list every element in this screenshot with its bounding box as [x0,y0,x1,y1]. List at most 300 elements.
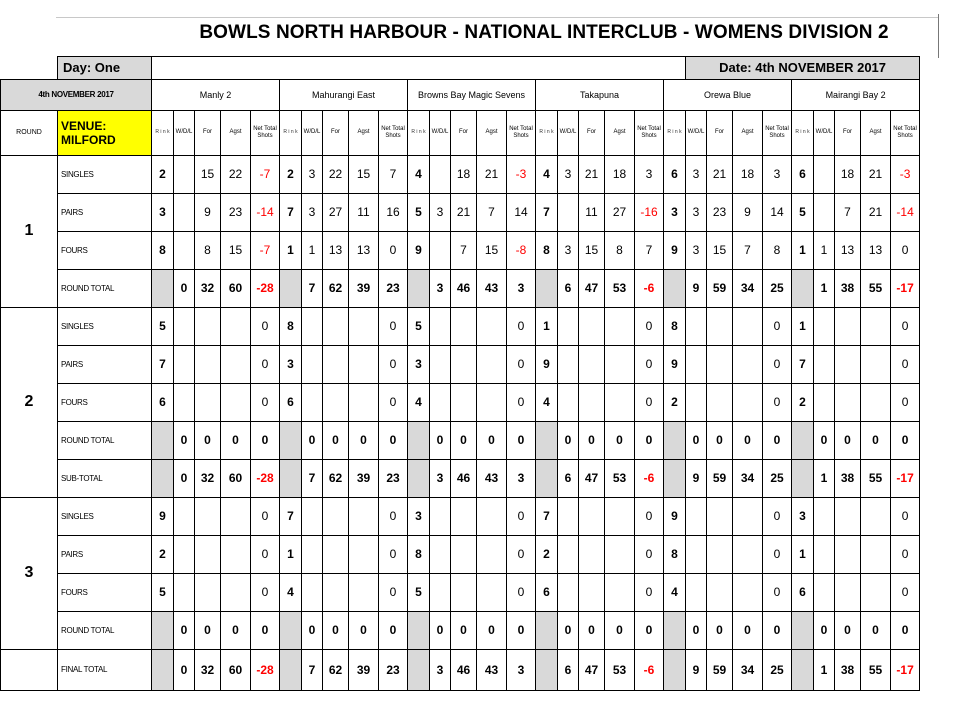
wdl-cell: 3 [686,155,707,193]
net-cell: 25 [763,649,792,690]
for-cell: 47 [579,649,605,690]
agst-cell [733,345,763,383]
for-cell [451,535,477,573]
agst-cell: 0 [733,611,763,649]
for-cell [323,497,349,535]
wdl-cell [174,573,195,611]
rink-cell [792,459,814,497]
agst-cell: 21 [861,155,891,193]
agst-cell: 39 [349,269,379,307]
rink-cell: 8 [408,535,430,573]
agst-cell [349,345,379,383]
rink-cell: 5 [408,307,430,345]
wdl-cell: 7 [302,269,323,307]
rink-cell: 6 [792,155,814,193]
net-cell: 0 [507,535,536,573]
for-cell: 47 [579,269,605,307]
agst-cell [477,307,507,345]
agst-cell: 60 [221,459,251,497]
for-cell: 47 [579,459,605,497]
agst-cell: 0 [733,421,763,459]
net-cell: 0 [635,345,664,383]
agst-cell: 9 [733,193,763,231]
wdl-cell [174,155,195,193]
wdl-cell [302,345,323,383]
net-cell: 0 [251,383,280,421]
for-cell: 46 [451,269,477,307]
net-cell: 0 [251,345,280,383]
for-header: For [579,110,605,155]
for-cell [323,307,349,345]
for-cell [707,497,733,535]
for-cell [195,497,221,535]
net-cell: -7 [251,231,280,269]
for-header: For [451,110,477,155]
club-name: Browns Bay Magic Sevens [408,79,536,110]
for-cell: 59 [707,459,733,497]
agst-cell [733,383,763,421]
net-cell: -8 [507,231,536,269]
agst-cell [605,573,635,611]
rink-cell [792,421,814,459]
agst-cell [349,573,379,611]
rink-cell: 3 [664,193,686,231]
for-header: For [195,110,221,155]
agst-cell: 39 [349,649,379,690]
net-cell: 0 [251,307,280,345]
category-label: SINGLES [58,497,152,535]
net-cell: 23 [379,459,408,497]
rink-cell: 5 [408,573,430,611]
agst-cell [477,383,507,421]
wdl-cell [302,497,323,535]
for-header: For [707,110,733,155]
net-cell: -3 [891,155,920,193]
rink-header: R i n k [280,110,302,155]
agst-cell: 18 [733,155,763,193]
agst-header: Agst [477,110,507,155]
for-cell: 0 [835,611,861,649]
wdl-cell: 9 [686,649,707,690]
for-cell [579,345,605,383]
rink-cell: 1 [792,307,814,345]
category-label: FOURS [58,573,152,611]
wdl-cell: 6 [558,649,579,690]
rink-cell: 9 [664,497,686,535]
for-cell: 59 [707,649,733,690]
wdl-cell: 3 [558,155,579,193]
net-cell: -3 [507,155,536,193]
wdl-cell [302,307,323,345]
net-cell: 0 [891,345,920,383]
agst-cell: 0 [349,421,379,459]
wdl-cell [814,307,835,345]
wdl-header: W/D/L [686,110,707,155]
net-header: Net Total Shots [763,110,792,155]
net-cell: 3 [507,269,536,307]
net-cell: 0 [763,535,792,573]
wdl-cell: 0 [174,611,195,649]
agst-cell: 53 [605,459,635,497]
wdl-cell: 0 [814,421,835,459]
wdl-cell: 0 [430,611,451,649]
rink-cell: 8 [664,535,686,573]
for-cell [195,535,221,573]
net-cell: 0 [251,421,280,459]
wdl-cell [558,307,579,345]
agst-cell [861,535,891,573]
for-cell: 9 [195,193,221,231]
net-header: Net Total Shots [251,110,280,155]
for-cell: 32 [195,269,221,307]
for-cell: 18 [451,155,477,193]
agst-cell: 34 [733,269,763,307]
for-cell: 18 [835,155,861,193]
rink-cell: 4 [408,155,430,193]
agst-cell [477,573,507,611]
for-cell: 62 [323,459,349,497]
rink-header: R i n k [408,110,430,155]
net-cell: 0 [891,497,920,535]
net-cell: 0 [763,421,792,459]
net-header: Net Total Shots [507,110,536,155]
net-cell: -28 [251,649,280,690]
agst-cell [605,307,635,345]
wdl-cell: 3 [302,193,323,231]
rink-cell [664,269,686,307]
for-cell: 13 [835,231,861,269]
agst-cell: 21 [477,155,507,193]
rink-cell: 1 [792,231,814,269]
for-cell: 13 [323,231,349,269]
for-cell: 0 [323,611,349,649]
rink-cell [280,611,302,649]
wdl-header: W/D/L [814,110,835,155]
rink-cell: 7 [536,497,558,535]
agst-cell: 55 [861,459,891,497]
rink-cell [664,649,686,690]
net-cell: 0 [379,497,408,535]
rink-cell: 9 [664,345,686,383]
for-cell [323,535,349,573]
wdl-cell: 0 [430,421,451,459]
agst-cell [349,307,379,345]
rink-cell: 1 [792,535,814,573]
wdl-cell [174,193,195,231]
for-cell: 27 [323,193,349,231]
net-header: Net Total Shots [635,110,664,155]
agst-cell: 22 [221,155,251,193]
net-cell: 0 [507,345,536,383]
rink-cell [664,421,686,459]
blank-corner [1,57,58,80]
net-cell: 0 [763,497,792,535]
rink-cell: 3 [408,497,430,535]
for-cell: 21 [579,155,605,193]
net-cell: 14 [763,193,792,231]
top-border [56,17,938,18]
net-cell: 0 [891,535,920,573]
agst-cell [477,345,507,383]
agst-cell: 21 [861,193,891,231]
rink-cell [280,421,302,459]
wdl-cell [302,383,323,421]
agst-cell: 7 [477,193,507,231]
rink-cell: 7 [280,193,302,231]
rink-cell: 7 [152,345,174,383]
wdl-cell: 0 [174,649,195,690]
category-label: SINGLES [58,155,152,193]
rink-cell: 2 [664,383,686,421]
agst-cell: 0 [605,421,635,459]
wdl-cell: 0 [686,421,707,459]
agst-cell: 0 [349,611,379,649]
net-cell: 0 [763,573,792,611]
rink-cell: 2 [792,383,814,421]
rink-cell [536,611,558,649]
net-cell: 0 [635,307,664,345]
for-header: For [835,110,861,155]
agst-cell: 0 [861,421,891,459]
for-cell [451,497,477,535]
agst-cell [733,497,763,535]
rink-cell: 2 [280,155,302,193]
agst-cell [221,383,251,421]
for-cell [323,383,349,421]
rink-cell: 4 [536,383,558,421]
net-cell: -17 [891,269,920,307]
for-cell [195,307,221,345]
agst-cell: 7 [733,231,763,269]
agst-cell [221,573,251,611]
club-name: Manly 2 [152,79,280,110]
agst-header: Agst [861,110,891,155]
wdl-cell: 1 [814,649,835,690]
net-header: Net Total Shots [379,110,408,155]
agst-cell [605,497,635,535]
net-cell: 14 [507,193,536,231]
for-cell: 8 [195,231,221,269]
rink-cell: 2 [536,535,558,573]
header-spacer [152,57,686,80]
agst-cell: 43 [477,459,507,497]
for-cell [579,535,605,573]
wdl-cell [814,155,835,193]
agst-cell [221,307,251,345]
round-total-label: ROUND TOTAL [58,611,152,649]
net-cell: -17 [891,459,920,497]
rink-cell: 9 [152,497,174,535]
rink-cell: 6 [280,383,302,421]
rink-cell: 7 [536,193,558,231]
net-cell: 0 [763,383,792,421]
wdl-cell [686,345,707,383]
rink-cell: 9 [664,231,686,269]
rink-cell: 8 [152,231,174,269]
rink-cell: 2 [152,155,174,193]
wdl-cell [558,193,579,231]
wdl-cell: 3 [430,459,451,497]
wdl-cell: 1 [814,231,835,269]
wdl-cell: 6 [558,459,579,497]
net-cell: 0 [635,497,664,535]
net-cell: 0 [891,231,920,269]
net-cell: 0 [891,421,920,459]
for-cell: 32 [195,649,221,690]
for-cell: 38 [835,649,861,690]
net-cell: 0 [635,611,664,649]
agst-header: Agst [349,110,379,155]
for-cell: 21 [451,193,477,231]
agst-header: Agst [221,110,251,155]
net-cell: 0 [379,611,408,649]
wdl-cell [814,193,835,231]
agst-cell: 13 [861,231,891,269]
rink-cell: 5 [152,573,174,611]
net-cell: 7 [635,231,664,269]
net-cell: 0 [379,535,408,573]
for-cell [579,307,605,345]
rink-cell: 4 [536,155,558,193]
net-cell: 0 [251,611,280,649]
agst-cell [605,383,635,421]
wdl-cell: 9 [686,459,707,497]
agst-cell [733,573,763,611]
for-cell [707,383,733,421]
rink-cell: 4 [408,383,430,421]
wdl-cell [814,535,835,573]
net-cell: 23 [379,269,408,307]
rink-cell: 1 [536,307,558,345]
rink-cell: 3 [408,345,430,383]
rink-cell [408,649,430,690]
rink-cell: 1 [280,535,302,573]
for-header: For [323,110,349,155]
rink-cell: 3 [152,193,174,231]
for-cell [195,345,221,383]
agst-cell: 0 [605,611,635,649]
wdl-cell [174,383,195,421]
rink-cell: 3 [792,497,814,535]
agst-cell: 39 [349,459,379,497]
net-cell: -6 [635,649,664,690]
agst-cell [349,535,379,573]
net-cell: 0 [251,535,280,573]
agst-cell [477,535,507,573]
wdl-cell [558,573,579,611]
for-cell: 0 [451,421,477,459]
for-cell [707,345,733,383]
for-cell: 46 [451,649,477,690]
wdl-cell [814,497,835,535]
agst-cell [221,535,251,573]
final-total-label: FINAL TOTAL [58,649,152,690]
net-cell: 0 [507,421,536,459]
rink-cell: 2 [152,535,174,573]
net-cell: 0 [251,497,280,535]
agst-cell: 34 [733,649,763,690]
final-blank [1,649,58,690]
wdl-header: W/D/L [174,110,195,155]
net-cell: 25 [763,459,792,497]
rink-cell: 5 [408,193,430,231]
category-label: FOURS [58,383,152,421]
agst-cell: 0 [477,421,507,459]
category-label: SINGLES [58,307,152,345]
category-label: PAIRS [58,345,152,383]
net-cell: 0 [507,497,536,535]
for-cell [835,497,861,535]
net-cell: 0 [379,345,408,383]
agst-header: Agst [733,110,763,155]
for-cell [835,383,861,421]
rink-cell: 4 [280,573,302,611]
wdl-cell [174,497,195,535]
agst-cell: 15 [477,231,507,269]
for-cell [707,307,733,345]
for-cell [579,383,605,421]
net-cell: 0 [763,611,792,649]
for-cell: 7 [451,231,477,269]
rink-cell: 9 [408,231,430,269]
agst-cell: 53 [605,649,635,690]
net-cell: 0 [635,383,664,421]
wdl-cell: 3 [558,231,579,269]
wdl-header: W/D/L [430,110,451,155]
rink-cell: 8 [280,307,302,345]
net-cell: -6 [635,459,664,497]
net-cell: 0 [891,307,920,345]
net-cell: 0 [891,383,920,421]
net-cell: 0 [763,345,792,383]
wdl-cell [430,231,451,269]
for-cell: 0 [707,421,733,459]
wdl-cell [302,573,323,611]
for-cell: 46 [451,459,477,497]
for-cell: 62 [323,649,349,690]
wdl-cell: 7 [302,459,323,497]
rink-cell [664,611,686,649]
wdl-cell: 3 [430,269,451,307]
agst-cell [733,535,763,573]
wdl-cell [174,307,195,345]
agst-cell [221,497,251,535]
rink-cell [152,649,174,690]
rink-cell [408,269,430,307]
for-cell [195,383,221,421]
for-cell [579,497,605,535]
net-cell: -6 [635,269,664,307]
net-cell: 8 [763,231,792,269]
for-cell: 15 [195,155,221,193]
round-total-label: ROUND TOTAL [58,421,152,459]
for-cell [579,573,605,611]
agst-cell: 0 [477,611,507,649]
for-cell: 0 [835,421,861,459]
wdl-cell [814,383,835,421]
for-cell: 0 [579,611,605,649]
net-cell: -14 [251,193,280,231]
club-name: Mairangi Bay 2 [792,79,920,110]
net-cell: 0 [891,611,920,649]
wdl-cell [430,307,451,345]
wdl-cell [686,535,707,573]
wdl-cell [686,383,707,421]
wdl-cell: 0 [686,611,707,649]
results-table [0,56,920,691]
net-cell: 3 [507,459,536,497]
rink-cell [152,611,174,649]
